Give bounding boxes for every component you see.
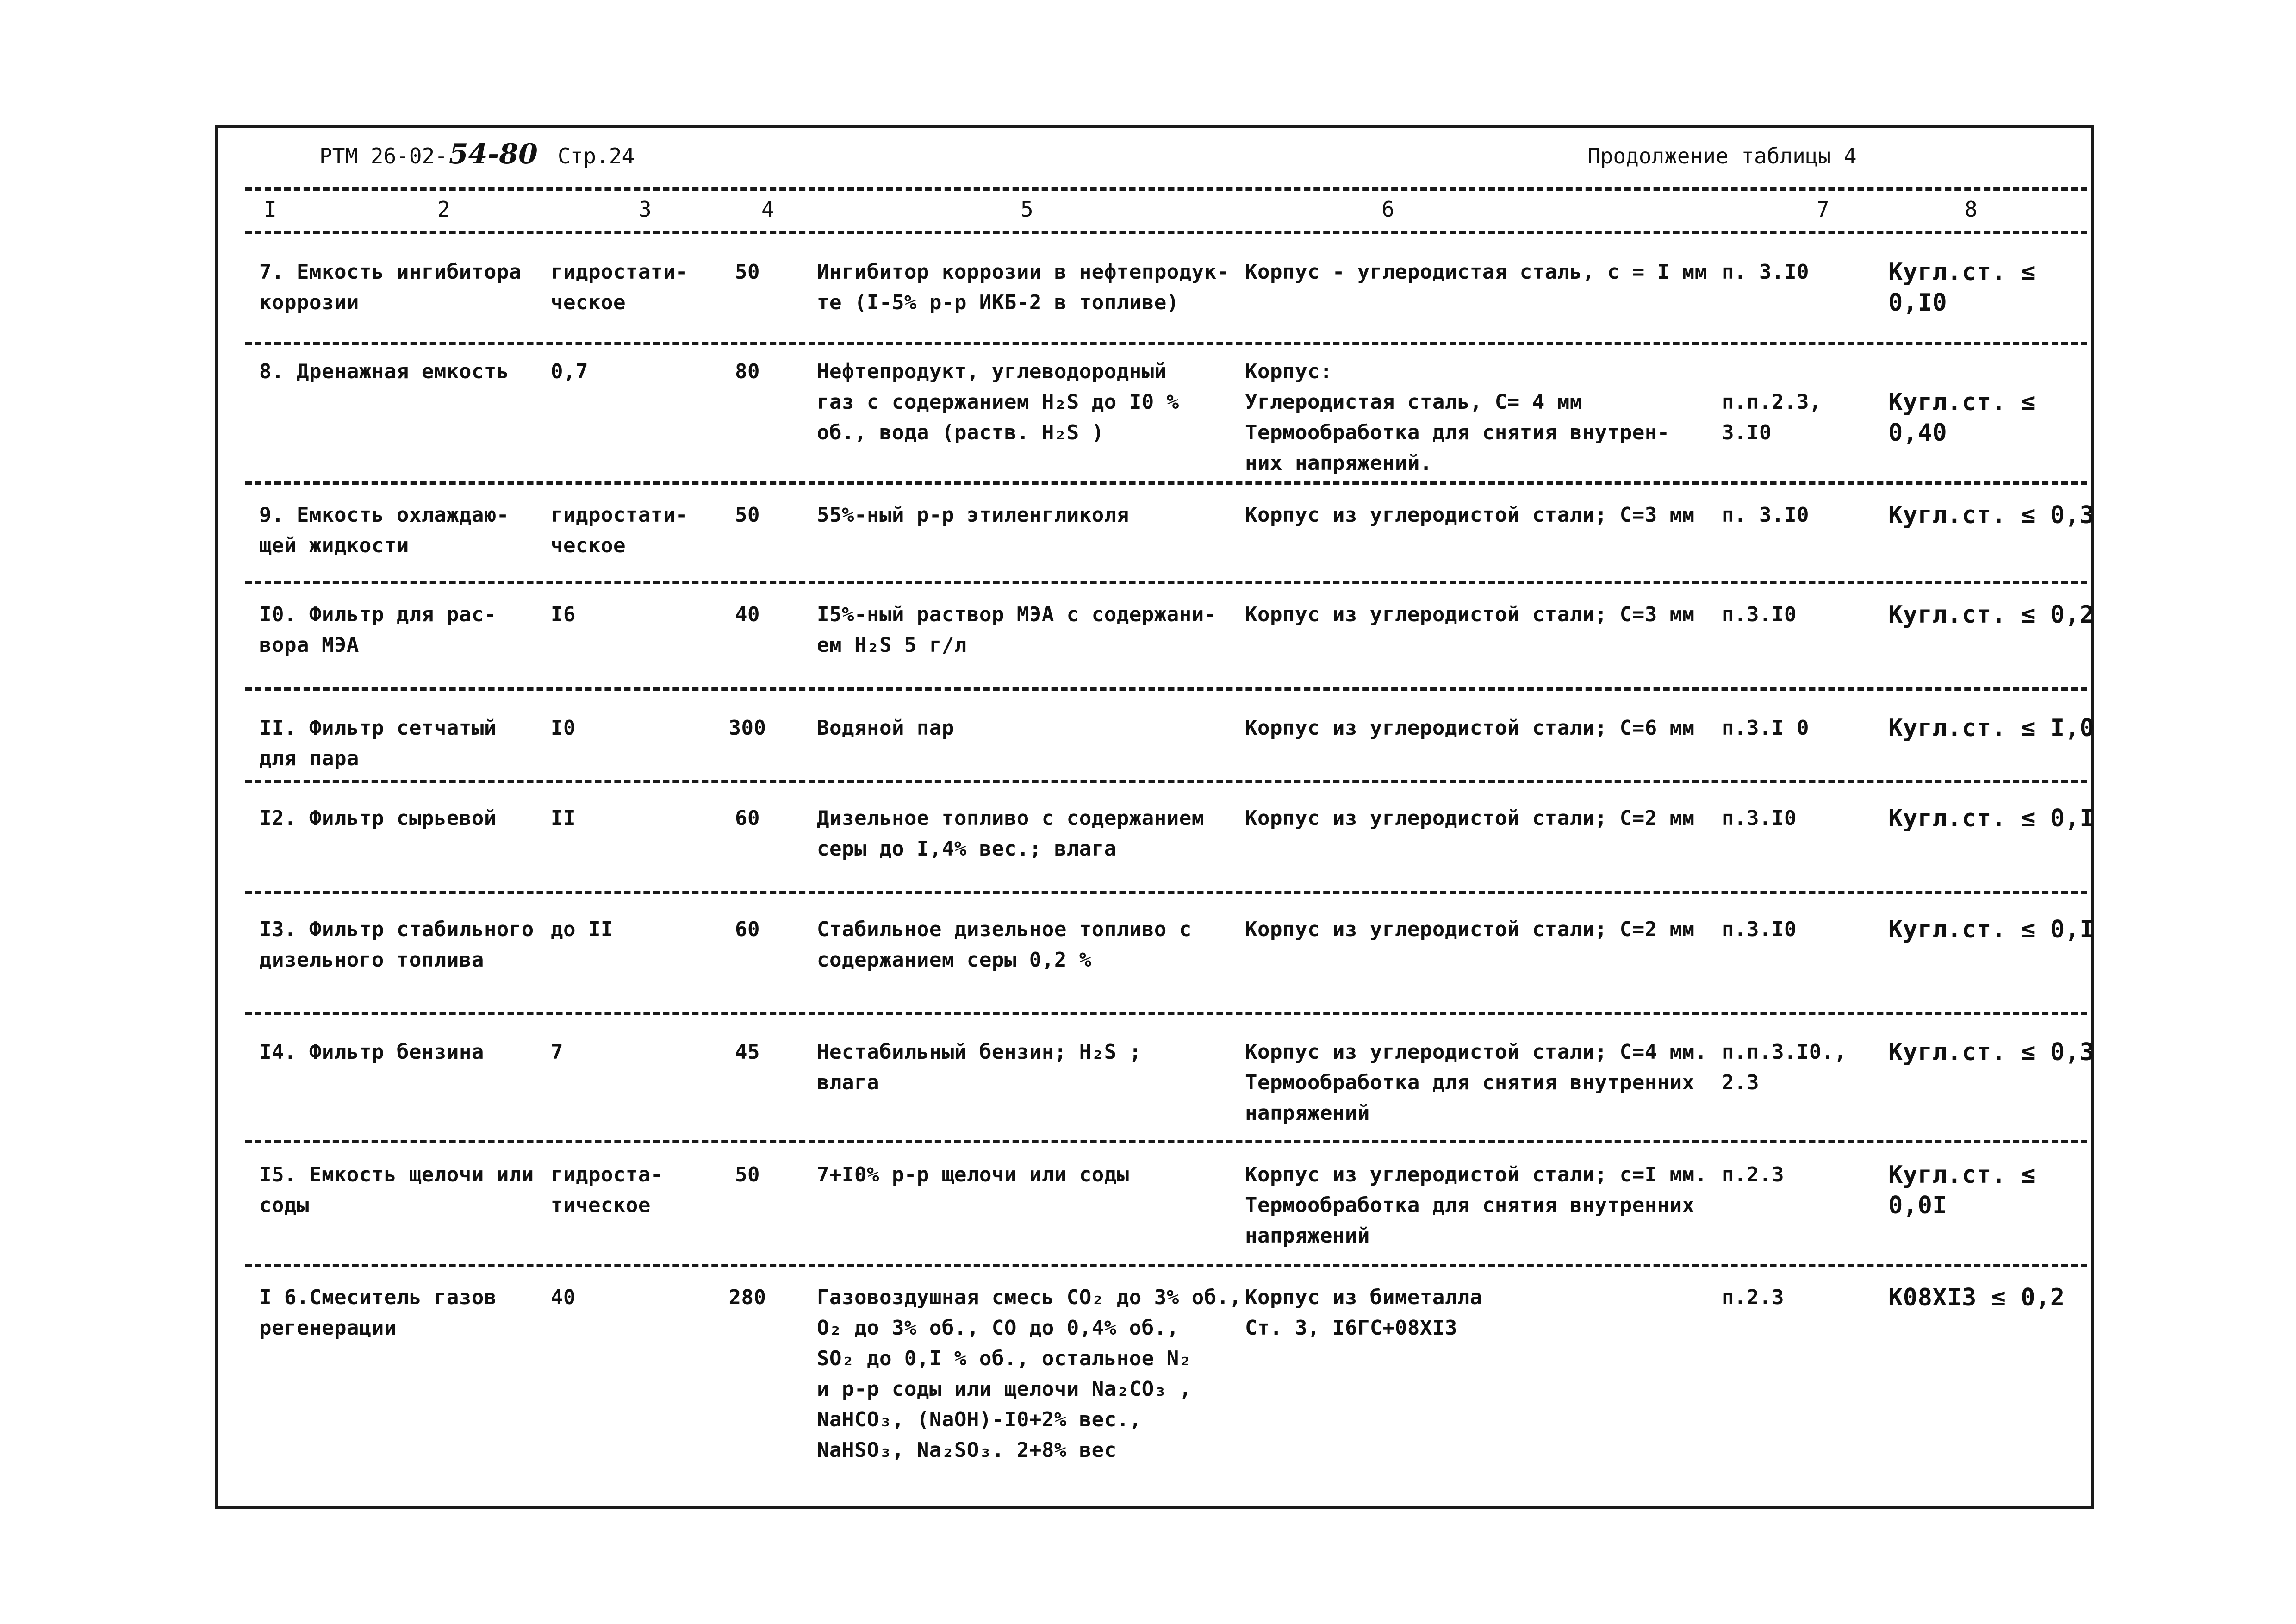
medium-description: I5%-ный раствор МЭА с содержани- ем H₂S 5 г/л <box>817 603 1217 657</box>
corrosion-limit: Кугл.ст. ≤ 0,I <box>1888 916 2095 943</box>
reference-clause: п.3.I0 <box>1722 603 1797 626</box>
reference-clause: п.п.2.3, 3.I0 <box>1722 390 1822 444</box>
equipment-name: 8. Дренажная емкость <box>259 360 509 383</box>
corrosion-limit: Кугл.ст. ≤ I,0 <box>1888 714 2095 742</box>
row-divider <box>245 342 2087 345</box>
row-divider <box>245 1264 2087 1267</box>
row-divider <box>245 1140 2087 1143</box>
corrosion-limit: Кугл.ст. ≤ 0,2 <box>1888 601 2095 629</box>
equipment-name: I4. Фильтр бензина <box>259 1040 484 1064</box>
medium-description: Нефтепродукт, углеводородный газ с содержанием H₂S до I0 % об., вода (раств. H₂S ) <box>817 360 1179 444</box>
corrosion-limit: Кугл.ст. ≤ 0,0I <box>1888 1161 2036 1219</box>
row-divider <box>245 687 2087 691</box>
equipment-name: I0. Фильтр для рас- вора МЭА <box>259 603 497 657</box>
material-description: Корпус из углеродистой стали; С=3 мм <box>1245 603 1695 626</box>
temperature-value: 80 <box>735 360 760 383</box>
pressure-value: II <box>551 806 576 830</box>
equipment-name: I2. Фильтр сырьевой <box>259 806 497 830</box>
temperature-value: 50 <box>735 503 760 527</box>
equipment-name: 7. Емкость ингибитора коррозии <box>259 260 522 314</box>
doc-code-handwritten: 54-80 <box>449 138 538 170</box>
medium-description: 55%-ный р-р этиленгликоля <box>817 503 1129 527</box>
row-divider <box>245 891 2087 894</box>
table-continuation-title: Продолжение таблицы 4 <box>1587 144 1857 169</box>
reference-clause: п.п.3.I0., 2.3 <box>1722 1040 1847 1094</box>
material-description: Корпус из углеродистой стали; С=4 мм. Термообработка для снятия внутренних напряжений <box>1245 1040 1707 1125</box>
corrosion-limit: Кугл.ст. ≤ 0,I <box>1888 805 2095 832</box>
reference-clause: п. 3.I0 <box>1722 503 1809 527</box>
row-divider <box>245 1012 2087 1015</box>
material-description: Корпус: Углеродистая сталь, С= 4 мм Термообработка для снятия внутрен- них напряжений. <box>1245 360 1670 475</box>
material-description: Корпус из углеродистой стали; С=3 мм <box>1245 503 1695 527</box>
material-description: Корпус из углеродистой стали; С=2 мм <box>1245 918 1695 941</box>
material-description: Корпус из углеродистой стали; С=2 мм <box>1245 806 1695 830</box>
header-rule-bottom <box>245 231 2087 234</box>
pressure-value: 7 <box>551 1040 563 1064</box>
col-number-2: 2 <box>437 197 450 222</box>
reference-clause: п.2.3 <box>1722 1286 1784 1309</box>
pressure-value: гидростати- ческое <box>551 503 688 557</box>
row-divider <box>245 481 2087 485</box>
medium-description: Ингибитор коррозии в нефтепродук- те (I-5% р-р ИКБ-2 в топливе) <box>817 260 1229 314</box>
reference-clause: п. 3.I0 <box>1722 260 1809 284</box>
page-number: Стр.24 <box>558 144 635 169</box>
pressure-value: гидростати- ческое <box>551 260 688 314</box>
header-rule-top <box>245 187 2087 191</box>
equipment-name: I 6.Смеситель газов регенерации <box>259 1286 497 1340</box>
temperature-value: 40 <box>735 603 760 626</box>
equipment-name: I5. Емкость щелочи или соды <box>259 1163 534 1217</box>
col-number-8: 8 <box>1965 197 1978 222</box>
pressure-value: I6 <box>551 603 576 626</box>
temperature-value: 50 <box>735 1163 760 1187</box>
medium-description: Газовоздушная смесь CO₂ до 3% об., O₂ до 3% об., CO до 0,4% об., SO₂ до 0,I % об., остальное N₂ и р-р соды или щелочи Na₂CO₃ , NaHCO₃, (NaOH)-I0+2% вес., NaHSO₃, Na₂SO₃. 2+8% вес <box>817 1286 1242 1462</box>
corrosion-limit: K08ХI3 ≤ 0,2 <box>1888 1284 2065 1312</box>
pressure-value: до II <box>551 918 613 941</box>
corrosion-limit: Кугл.ст. ≤ 0,3 <box>1888 1038 2095 1066</box>
pressure-value: 0,7 <box>551 360 588 383</box>
col-number-4: 4 <box>761 197 774 222</box>
medium-description: 7+I0% р-р щелочи или соды <box>817 1163 1129 1187</box>
temperature-value: 45 <box>735 1040 760 1064</box>
temperature-value: 50 <box>735 260 760 284</box>
corrosion-limit: Кугл.ст. ≤ 0,3 <box>1888 501 2095 529</box>
reference-clause: п.3.I 0 <box>1722 716 1809 740</box>
corrosion-limit: Кугл.ст. ≤ 0,40 <box>1888 388 2036 447</box>
pressure-value: гидроста- тическое <box>551 1163 663 1217</box>
medium-description: Нестабильный бензин; H₂S ; влага <box>817 1040 1142 1094</box>
material-description: Корпус из углеродистой стали; с=I мм. Термообработка для снятия внутренних напряжений <box>1245 1163 1707 1248</box>
reference-clause: п.2.3 <box>1722 1163 1784 1187</box>
reference-clause: п.3.I0 <box>1722 806 1797 830</box>
temperature-value: 60 <box>735 918 760 941</box>
pressure-value: 40 <box>551 1286 576 1309</box>
material-description: Корпус - углеродистая сталь, с = I мм <box>1245 260 1707 284</box>
temperature-value: 60 <box>735 806 760 830</box>
medium-description: Стабильное дизельное топливо с содержанием серы 0,2 % <box>817 918 1192 972</box>
reference-clause: п.3.I0 <box>1722 918 1797 941</box>
corrosion-limit: Кугл.ст. ≤ 0,I0 <box>1888 258 2036 317</box>
pressure-value: I0 <box>551 716 576 740</box>
doc-code-prefix: РТМ 26-02- <box>319 144 448 169</box>
medium-description: Водяной пар <box>817 716 954 740</box>
material-description: Корпус из биметалла Ст. 3, I6ГС+08ХI3 <box>1245 1286 1482 1340</box>
col-number-7: 7 <box>1817 197 1829 222</box>
equipment-name: II. Фильтр сетчатый для пара <box>259 716 497 770</box>
equipment-name: 9. Емкость охлаждаю- щей жидкости <box>259 503 509 557</box>
col-number-3: 3 <box>639 197 652 222</box>
temperature-value: 280 <box>728 1286 766 1309</box>
col-number-6: 6 <box>1381 197 1394 222</box>
col-number-1: I <box>264 197 277 222</box>
row-divider <box>245 780 2087 783</box>
medium-description: Дизельное топливо с содержанием серы до I,4% вес.; влага <box>817 806 1204 861</box>
col-number-5: 5 <box>1020 197 1033 222</box>
temperature-value: 300 <box>728 716 766 740</box>
material-description: Корпус из углеродистой стали; С=6 мм <box>1245 716 1695 740</box>
equipment-name: I3. Фильтр стабильного дизельного топлива <box>259 918 534 972</box>
row-divider <box>245 581 2087 584</box>
